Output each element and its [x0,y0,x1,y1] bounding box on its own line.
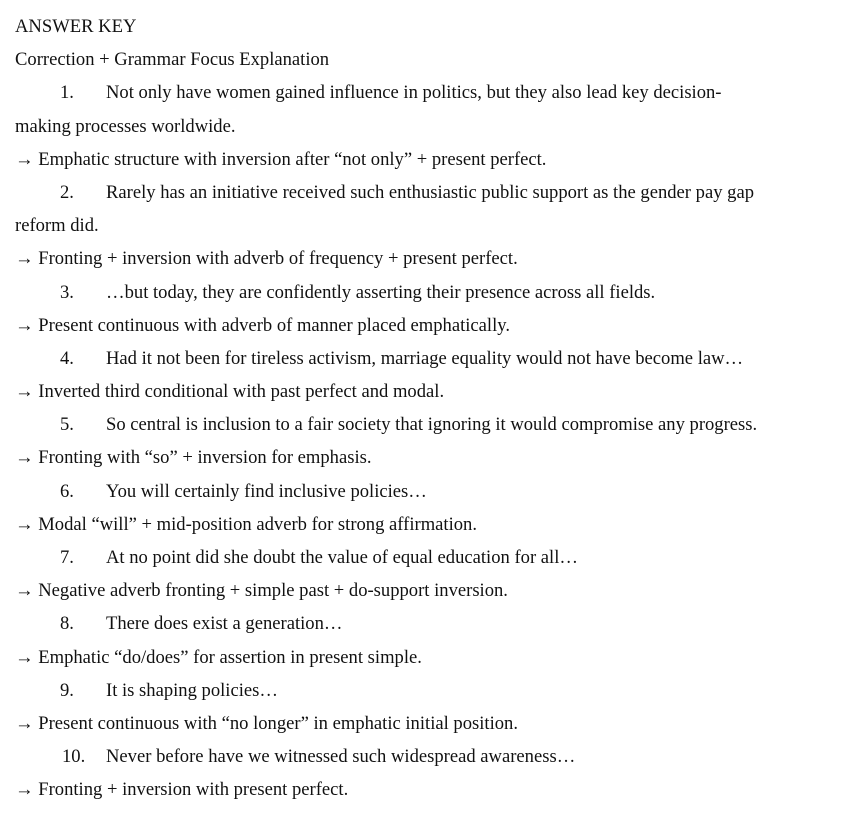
right-arrow-icon: → [15,314,34,336]
grammar-explanation [15,315,825,348]
explanation-text: Fronting + inversion with present perfect. [38,779,349,801]
answer-sentence [15,746,825,779]
explanation-text: Present continuous with “no longer” in emphatic initial position. [38,712,518,734]
item-number: 9. [60,679,74,701]
answer-key-document [15,16,825,813]
item-number: 4. [60,347,74,369]
answer-item [15,481,825,547]
sentence-text: It is shaping policies… [106,679,278,701]
sentence-text: At no point did she doubt the value of equal education for all… [106,547,578,568]
item-number: 5. [60,414,74,436]
explanation-text: Fronting + inversion with adverb of frequency + present perfect. [38,248,518,270]
grammar-explanation [15,248,825,281]
grammar-explanation [15,580,825,613]
item-number: 3. [60,281,74,303]
sentence-text: Not only have women gained influence in politics, but they also lead key decision- [106,82,722,104]
document-title: ANSWER KEY [15,16,137,37]
item-number: 2. [60,181,74,203]
answer-item [15,613,825,679]
answer-sentence-continuation: reform did. [15,215,99,237]
right-arrow-icon: → [15,513,34,535]
right-arrow-icon: → [15,248,34,270]
right-arrow-icon: → [15,447,34,469]
grammar-explanation [15,514,825,547]
explanation-text: Emphatic structure with inversion after “not only” + present perfect. [38,148,547,170]
item-number: 1. [60,82,74,104]
explanation-text: Fronting with “so” + inversion for emphasis. [38,447,372,469]
answer-sentence [15,680,825,713]
answer-item [15,414,825,480]
right-arrow-icon: → [15,381,34,403]
answer-sentence [15,348,825,381]
item-number: 10. [62,746,86,768]
sentence-text: You will certainly find inclusive policies… [106,480,427,502]
explanation-text: Inverted third conditional with past perfect and modal. [38,381,445,403]
answer-sentence [15,82,825,115]
answer-sentence [15,182,825,215]
answer-sentence [15,282,825,315]
grammar-explanation [15,779,825,812]
right-arrow-icon: → [15,779,34,801]
explanation-text: Emphatic “do/does” for assertion in present simple. [38,646,422,668]
answer-item [15,680,825,746]
explanation-text: Modal “will” + mid-position adverb for strong affirmation. [38,513,477,535]
answer-sentence [15,547,825,580]
answer-item [15,348,825,414]
answer-item [15,182,825,282]
right-arrow-icon: → [15,580,34,602]
answer-sentence-continuation: making processes worldwide. [15,115,236,137]
sentence-text: So central is inclusion to a fair society that ignoring it would compromise any progress. [106,414,758,436]
answer-item [15,746,825,812]
answer-item [15,282,825,348]
item-number: 6. [60,480,74,502]
explanation-text: Negative adverb fronting + simple past + do-support inversion. [38,580,508,602]
right-arrow-icon: → [15,148,34,170]
grammar-explanation [15,149,825,182]
grammar-explanation [15,647,825,680]
right-arrow-icon: → [15,646,34,668]
answer-sentence [15,414,825,447]
explanation-text: Present continuous with adverb of manner placed emphatically. [38,314,511,336]
grammar-explanation [15,447,825,480]
item-number: 8. [60,613,74,635]
sentence-text: There does exist a generation… [106,613,343,635]
document-subtitle: Correction + Grammar Focus Explanation [15,49,330,71]
answer-item [15,82,825,182]
item-number: 7. [60,547,74,568]
grammar-explanation [15,713,825,746]
sentence-text: Had it not been for tireless activism, marriage equality would not have become law… [106,347,744,369]
sentence-text: Never before have we witnessed such widespread awareness… [106,746,576,768]
answer-sentence [15,613,825,646]
grammar-explanation [15,381,825,414]
answer-item [15,547,825,613]
sentence-text: Rarely has an initiative received such enthusiastic public support as the gender pay gap [106,181,754,203]
answer-sentence [15,481,825,514]
right-arrow-icon: → [15,712,34,734]
sentence-text: …but today, they are confidently asserting their presence across all fields. [106,281,656,303]
